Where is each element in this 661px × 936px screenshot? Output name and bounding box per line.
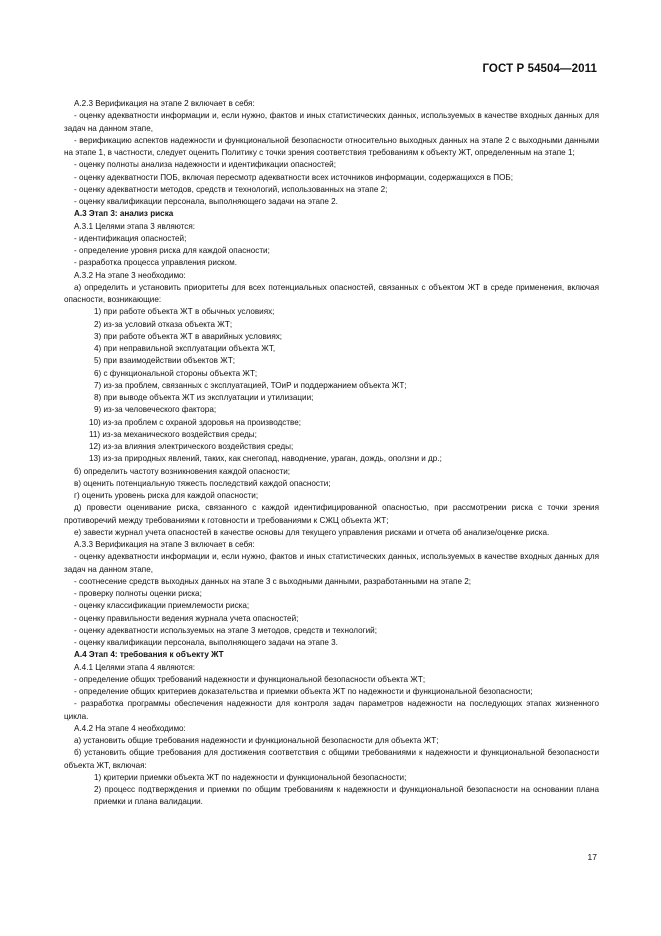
- paragraph: А.3.3 Верификация на этапе 3 включает в себя:: [74, 540, 255, 549]
- paragraph: - идентификация опасностей;: [74, 233, 187, 243]
- paragraph: - оценку квалификации персонала, выполняющего задачи на этапе 2.: [74, 197, 338, 206]
- paragraph: - оценку адекватности методов, средств и технологий, использованных на этапе 2;: [74, 184, 388, 194]
- paragraph: б) установить общие требования для достижения соответствия с общими требованиями к надежности и функциональной безопасности объекта ЖТ, включая:: [64, 748, 599, 770]
- paragraph: - определение общих требований надежности и функциональной безопасности объекта ЖТ;: [74, 674, 426, 684]
- paragraph: - проверку полноты оценки риска;: [74, 589, 202, 598]
- paragraph: 5) при взаимодействии объектов ЖТ;: [94, 356, 236, 366]
- paragraph: 7) из-за проблем, связанных с эксплуатацией, ТОиР и поддержанием объекта ЖТ;: [94, 380, 407, 390]
- paragraph: б) определить частоту возникновения каждой опасности;: [74, 466, 291, 476]
- page-number: 17: [587, 852, 597, 862]
- paragraph: - определение уровня риска для каждой опасности;: [74, 246, 270, 255]
- paragraph: 1) критерии приемки объекта ЖТ по надежности и функциональной безопасности;: [94, 772, 407, 782]
- paragraph: 11) из-за механического воздействия среды;: [89, 429, 257, 439]
- paragraph: - верификацию аспектов надежности и функциональной безопасности относительно выходных данных на этапе 2 с выходными данными на этапе 1, в частности, следует оценить Политику с точки зрения соответствия требованиям к объекту ЖТ, определенным на этапе 1;: [64, 135, 599, 157]
- paragraph: - оценку правильности ведения журнала учета опасностей;: [74, 613, 299, 623]
- paragraph: А.4.2 На этапе 4 необходимо:: [74, 723, 186, 733]
- document-body: [64, 98, 599, 809]
- paragraph: а) определить и установить приоритеты для всех потенциальных опасностей, связанных с объектом ЖТ в среде применения, включая опасности, возникающие:: [64, 282, 599, 304]
- paragraph: 2) процесс подтверждения и приемки по общим требованиям к надежности и функциональной безопасности на основании плана приемки и плана валидации.: [94, 785, 599, 807]
- paragraph: - разработка программы обеспечения надежности для контроля задач параметров надежности на последующих этапах жизненного цикла.: [64, 699, 599, 721]
- paragraph: 12) из-за влияния электрического воздействия среды;: [89, 442, 294, 451]
- paragraph: - оценку адекватности информации и, если нужно, фактов и иных статистических данных, используемых в качестве входных данных для задач на данном этапе,: [64, 552, 599, 574]
- paragraph: А.3.2 На этапе 3 необходимо:: [74, 270, 186, 280]
- paragraph: - оценку адекватности ПОБ, включая пересмотр адекватности всех источников информации, содержащихся в ПОБ;: [74, 172, 513, 182]
- paragraph: - определение общих критериев доказательства и приемки объекта ЖТ по надежности и функциональной безопасности;: [74, 687, 533, 696]
- paragraph: А.4.1 Целями этапа 4 являются:: [74, 662, 196, 672]
- paragraph: е) завести журнал учета опасностей в качестве основы для текущего управления рисками и отчета об анализе/оценке риска.: [74, 527, 550, 537]
- paragraph: - оценку полноты анализа надежности и идентификации опасностей;: [74, 160, 336, 170]
- paragraph: д) провести оценивание риска, связанного с каждой идентифицированной опасностью, при рассмотрении риска с точки зрения противоречий между требованиями к готовности и требованиями к СЖЦ объекта ЖТ;: [64, 503, 599, 525]
- section-heading: А.3 Этап 3: анализ риска: [74, 209, 174, 219]
- paragraph: 8) при выводе объекта ЖТ из эксплуатации и утилизации;: [94, 393, 314, 402]
- paragraph: 6) с функциональной стороны объекта ЖТ;: [94, 368, 258, 378]
- paragraph: 9) из-за человеческого фактора;: [94, 405, 217, 415]
- paragraph: 3) при работе объекта ЖТ в аварийных условиях;: [94, 331, 283, 341]
- paragraph: - разработка процесса управления риском.: [74, 258, 238, 268]
- section-heading: А.4 Этап 4: требования к объекту ЖТ: [74, 650, 224, 660]
- paragraph: А.3.1 Целями этапа 3 являются:: [74, 221, 196, 231]
- paragraph: а) установить общие требования надежности и функциональной безопасности для объекта ЖТ;: [74, 736, 439, 745]
- paragraph: 13) из-за природных явлений, таких, как снегопад, наводнение, ураган, дождь, оползни и др.;: [89, 454, 442, 464]
- paragraph: в) оценить потенциальную тяжесть последствий каждой опасности;: [74, 478, 331, 488]
- paragraph: 2) из-за условий отказа объекта ЖТ;: [94, 319, 233, 329]
- paragraph: 1) при работе объекта ЖТ в обычных условиях;: [94, 307, 275, 317]
- paragraph: - оценку квалификации персонала, выполняющего задачи на этапе 3.: [74, 638, 338, 647]
- paragraph: - оценку адекватности используемых на этапе 3 методов, средств и технологий;: [74, 625, 377, 635]
- paragraph: 4) при неправильной эксплуатации объекта ЖТ,: [94, 344, 276, 353]
- paragraph: г) оценить уровень риска для каждой опасности;: [74, 491, 259, 500]
- paragraph: А.2.3 Верификация на этапе 2 включает в себя:: [74, 99, 255, 108]
- paragraph: - соотнесение средств выходных данных на этапе 3 с выходными данными, разработанными на этапе 2;: [74, 576, 472, 586]
- paragraph: - оценку адекватности информации и, если нужно, фактов и иных статистических данных, используемых в качестве входных данных для задач на данном этапе,: [64, 111, 599, 133]
- document-header: ГОСТ Р 54504—2011: [482, 63, 597, 75]
- paragraph: - оценку классификации приемлемости риска;: [74, 601, 250, 611]
- paragraph: 10) из-за проблем с охраной здоровья на производстве;: [89, 417, 302, 427]
